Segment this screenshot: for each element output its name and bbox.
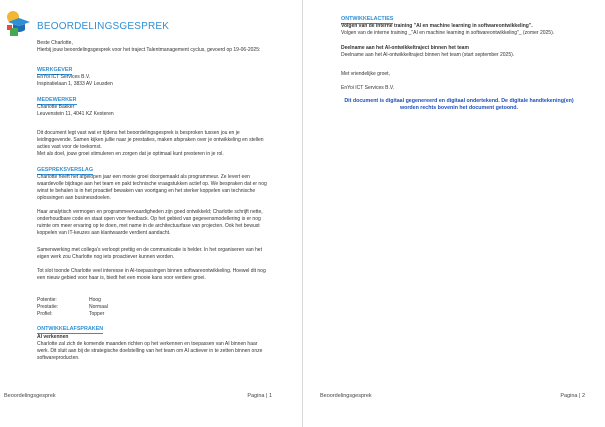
- purpose-text: Dit document legt vast wat er tijdens het beoordelingsgesprek is besproken tussen jou en je leidinggevende. Samen kijken jullie naar je prestaties, maken afspraken over je ontwikkeling en stellen acties vast voor de toekomst.: [37, 130, 264, 150]
- report-heading: GESPREKSVERSLAG: [37, 167, 94, 173]
- page-2: [303, 0, 605, 427]
- employee-name: Charlotte Bakker: [37, 104, 75, 110]
- closing: Met vriendelijke groet,: [341, 71, 390, 77]
- report-paragraph-3: Samenwerking met collega's verloopt prettig en de communicatie is helder. In het organiseren van het eigen werk zou Charlotte nog iets proactiever kunnen worden.: [37, 247, 262, 260]
- score-row: Prestatie: Normaal: [37, 304, 108, 310]
- report-paragraph-4: Tot slot toonde Charlotte veel interesse in AI-toepassingen binnen softwareontwikkeling. Hoewel dit nog een nieuw gebied voor haar is, biedt het een mooie kans voor verdere groei.: [37, 268, 266, 281]
- employee-address: Leuvenstein 11, 4041 KZ Kesteren: [37, 111, 114, 117]
- action-2-text: Deelname aan het AI-ontwikkeltraject binnen het team (start september 2025).: [341, 52, 515, 58]
- page-number: Pagina | 1: [247, 393, 272, 399]
- action-1-title: Volgen van de interne training "AI en machine learning in softwareontwikkeling".: [341, 23, 533, 29]
- document-title: BEOORDELINGSGESPREK: [37, 21, 170, 32]
- agreement-text: Charlotte zal zich de komende maanden richten op het verkennen en toepassen van AI binnen haar werk. Dit sluit aan bij de strategische doelstelling van het team om AI actiever in te zetten binnen onze softwareproducten.: [37, 341, 263, 361]
- intro-text: Hierbij jouw beoordelingsgesprek voor het traject Talentmanagement cyclus, gevoerd op 19-06-2025:: [37, 47, 261, 53]
- employer-address: Inspiratielaan 1, 3833 AV Leusden: [37, 81, 113, 87]
- report-paragraph-1: Charlotte heeft het afgelopen jaar een mooie groei doorgemaakt als programmeur. Ze levert een waardevolle bijdrage aan het team en pakt technische vraagstukken actief op. We bespraken dat er nog winst te behalen is in het proactief bewaken van voortgang en het sterker koppelen van technische oplossingen aan businessdoelen.: [37, 174, 267, 201]
- footer-title: Beoordelingsgesprek: [320, 393, 372, 399]
- digital-signature-note: Dit document is digitaal gegenereerd en digitaal ondertekend. De digitale handtekening(en) worden rechts bovenin het document getoond.: [344, 98, 574, 111]
- score-row: Profiel: Topper: [37, 311, 105, 317]
- page-footer: [4, 393, 272, 399]
- employee-heading: MEDEWERKER: [37, 97, 77, 103]
- report-paragraph-2: Haar analytisch vermogen en programmeervaardigheden zijn goed ontwikkeld; Charlotte schrijft nette, onderhoudbare code en staat open voor feedback. Op het gebied van gegevensmodellering is er nog ruimte om meer ervaring op te doen, met name in de architectuurfase van projecten. Ook het bewust koppelen van IT-keuzes aan klantwaarde verdient aandacht.: [37, 209, 263, 236]
- page-footer: [320, 393, 585, 399]
- score-row: Potentie: Hoog: [37, 297, 101, 303]
- purpose-text-2: Met als doel, jouw groei stimuleren en zorgen dat je optimaal kunt presteren in je rol.: [37, 151, 224, 157]
- page-number: Pagina | 2: [560, 393, 585, 399]
- agreements-heading: ONTWIKKELAFSPRAKEN: [37, 326, 104, 332]
- logo-icon: [4, 8, 34, 38]
- employer-name: EnYoi ICT Services B.V.: [37, 74, 91, 80]
- employer-heading: WERKGEVER: [37, 67, 73, 73]
- actions-heading: ONTWIKKELACTIES: [341, 16, 394, 22]
- scores-list: [37, 297, 108, 318]
- action-2-title: Deelname aan het AI-ontwikkeltraject binnen het team: [341, 45, 469, 51]
- agreement-title: AI verkennen: [37, 334, 69, 340]
- footer-title: Beoordelingsgesprek: [4, 393, 56, 399]
- page-1: [0, 0, 302, 427]
- action-1-text: Volgen van de interne training _"AI en machine learning in softwareontwikkeling"_ (zomer 2025).: [341, 30, 555, 36]
- company-signature: EnYoi ICT Services B.V.: [341, 85, 395, 91]
- salutation: Beste Charlotte,: [37, 40, 73, 46]
